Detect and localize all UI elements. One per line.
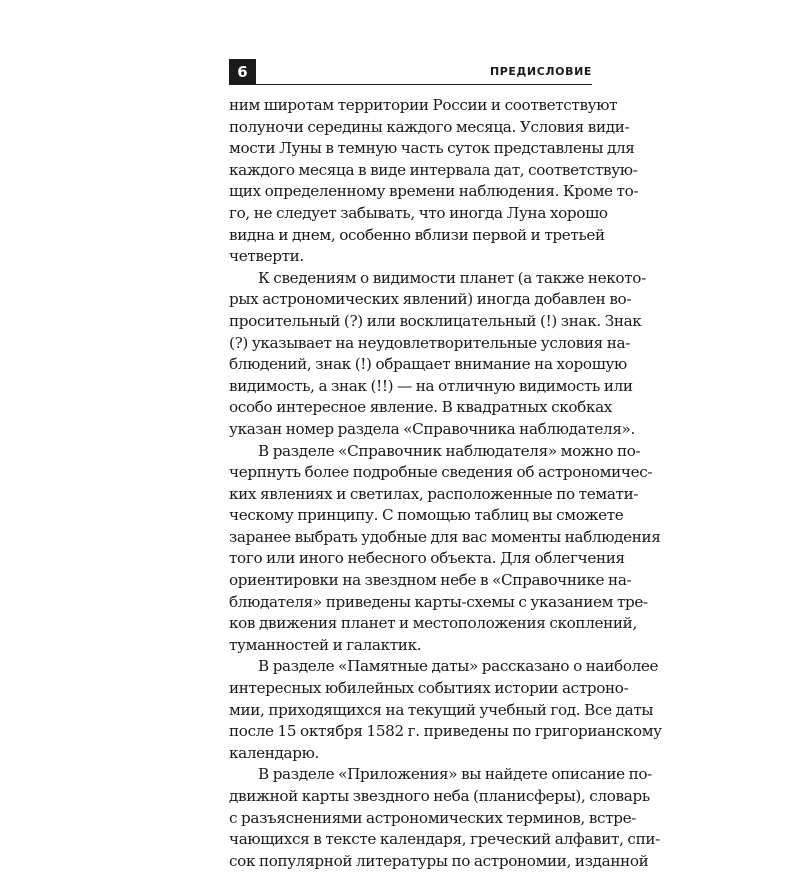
text-line: го, не следует забывать, что иногда Луна хорошо — [229, 203, 608, 222]
text-line: каждого месяца в виде интервала дат, соответствую- — [229, 160, 638, 179]
text-line: календарю. — [229, 743, 319, 762]
text-line: особо интересное явление. В квадратных скобках — [229, 398, 613, 417]
text-line: заранее выбрать удобные для вас моменты наблюдения — [229, 527, 661, 546]
header-rule — [256, 84, 592, 85]
text-line: ких явлениях и светилах, расположенные по темати- — [229, 484, 639, 503]
paragraph — [229, 268, 646, 441]
text-line: рых астрономических явлений) иногда добавлен во- — [229, 290, 632, 309]
text-line: ориентировки на звездном небе в «Справочнике на- — [229, 571, 632, 590]
text-line: щих определенному времени наблюдения. Кроме то- — [229, 182, 639, 201]
text-line: (?) указывает на неудовлетворительные условия на- — [229, 333, 630, 352]
paragraph — [229, 95, 639, 268]
page-number: 6 — [229, 59, 256, 85]
text-line: видимость, а знак (!!) — на отличную видимость или — [229, 376, 633, 395]
text-line: ним широтам территории России и соответствуют — [229, 96, 618, 114]
running-title: ПРЕДИСЛОВИЕ — [489, 65, 592, 78]
text-line: В разделе «Памятные даты» рассказано о наиболее — [258, 657, 659, 676]
text-line: черпнуть более подробные сведения об астрономичес- — [229, 463, 653, 482]
text-line: просительный (?) или восклицательный (!) знак. Знак — [229, 311, 642, 330]
text-line: блюдений, знак (!) обращает внимание на хорошую — [229, 355, 627, 374]
text-line: блюдателя» приведены карты-схемы с указанием тре- — [229, 592, 648, 611]
text-line: В разделе «Справочник наблюдателя» можно по- — [258, 441, 641, 460]
text-line: видна и днем, особенно вблизи первой и третьей — [229, 225, 605, 244]
text-line: К сведениям о видимости планет (а также некото- — [258, 268, 646, 287]
text-line: движной карты звездного неба (планисферы), словарь — [229, 787, 650, 805]
text-line: В разделе «Приложения» вы найдете описание по- — [258, 765, 652, 784]
text-line: мии, приходящихся на текущий учебный год. Все даты — [229, 700, 654, 719]
text-line: ков движения планет и местоположения скоплений, — [229, 614, 637, 633]
text-line: после 15 октября 1582 г. приведены по григорианскому — [229, 722, 662, 741]
text-line: полуночи середины каждого месяца. Условия види- — [229, 117, 630, 136]
text-line: с разъяснениями астрономических терминов, встре- — [229, 808, 637, 827]
paragraph — [229, 441, 661, 657]
paragraph — [229, 764, 660, 872]
text-line: сок популярной литературы по астрономии, изданной — [229, 851, 649, 870]
text-line: туманностей и галактик. — [229, 635, 422, 654]
text-line: интересных юбилейных событиях истории астроно- — [229, 679, 629, 698]
text-line: указан номер раздела «Справочника наблюдателя». — [229, 419, 635, 438]
text-line: четверти. — [229, 247, 304, 266]
text-line: чающихся в тексте календаря, греческий алфавит, спи- — [229, 830, 660, 849]
body-text — [229, 95, 662, 872]
page-header — [229, 59, 592, 85]
text-line: мости Луны в темную часть суток представлены для — [229, 139, 635, 158]
text-line: того или иного небесного объекта. Для облегчения — [229, 549, 625, 568]
paragraph — [229, 656, 662, 764]
text-line: ческому принципу. С помощью таблиц вы сможете — [229, 506, 624, 525]
